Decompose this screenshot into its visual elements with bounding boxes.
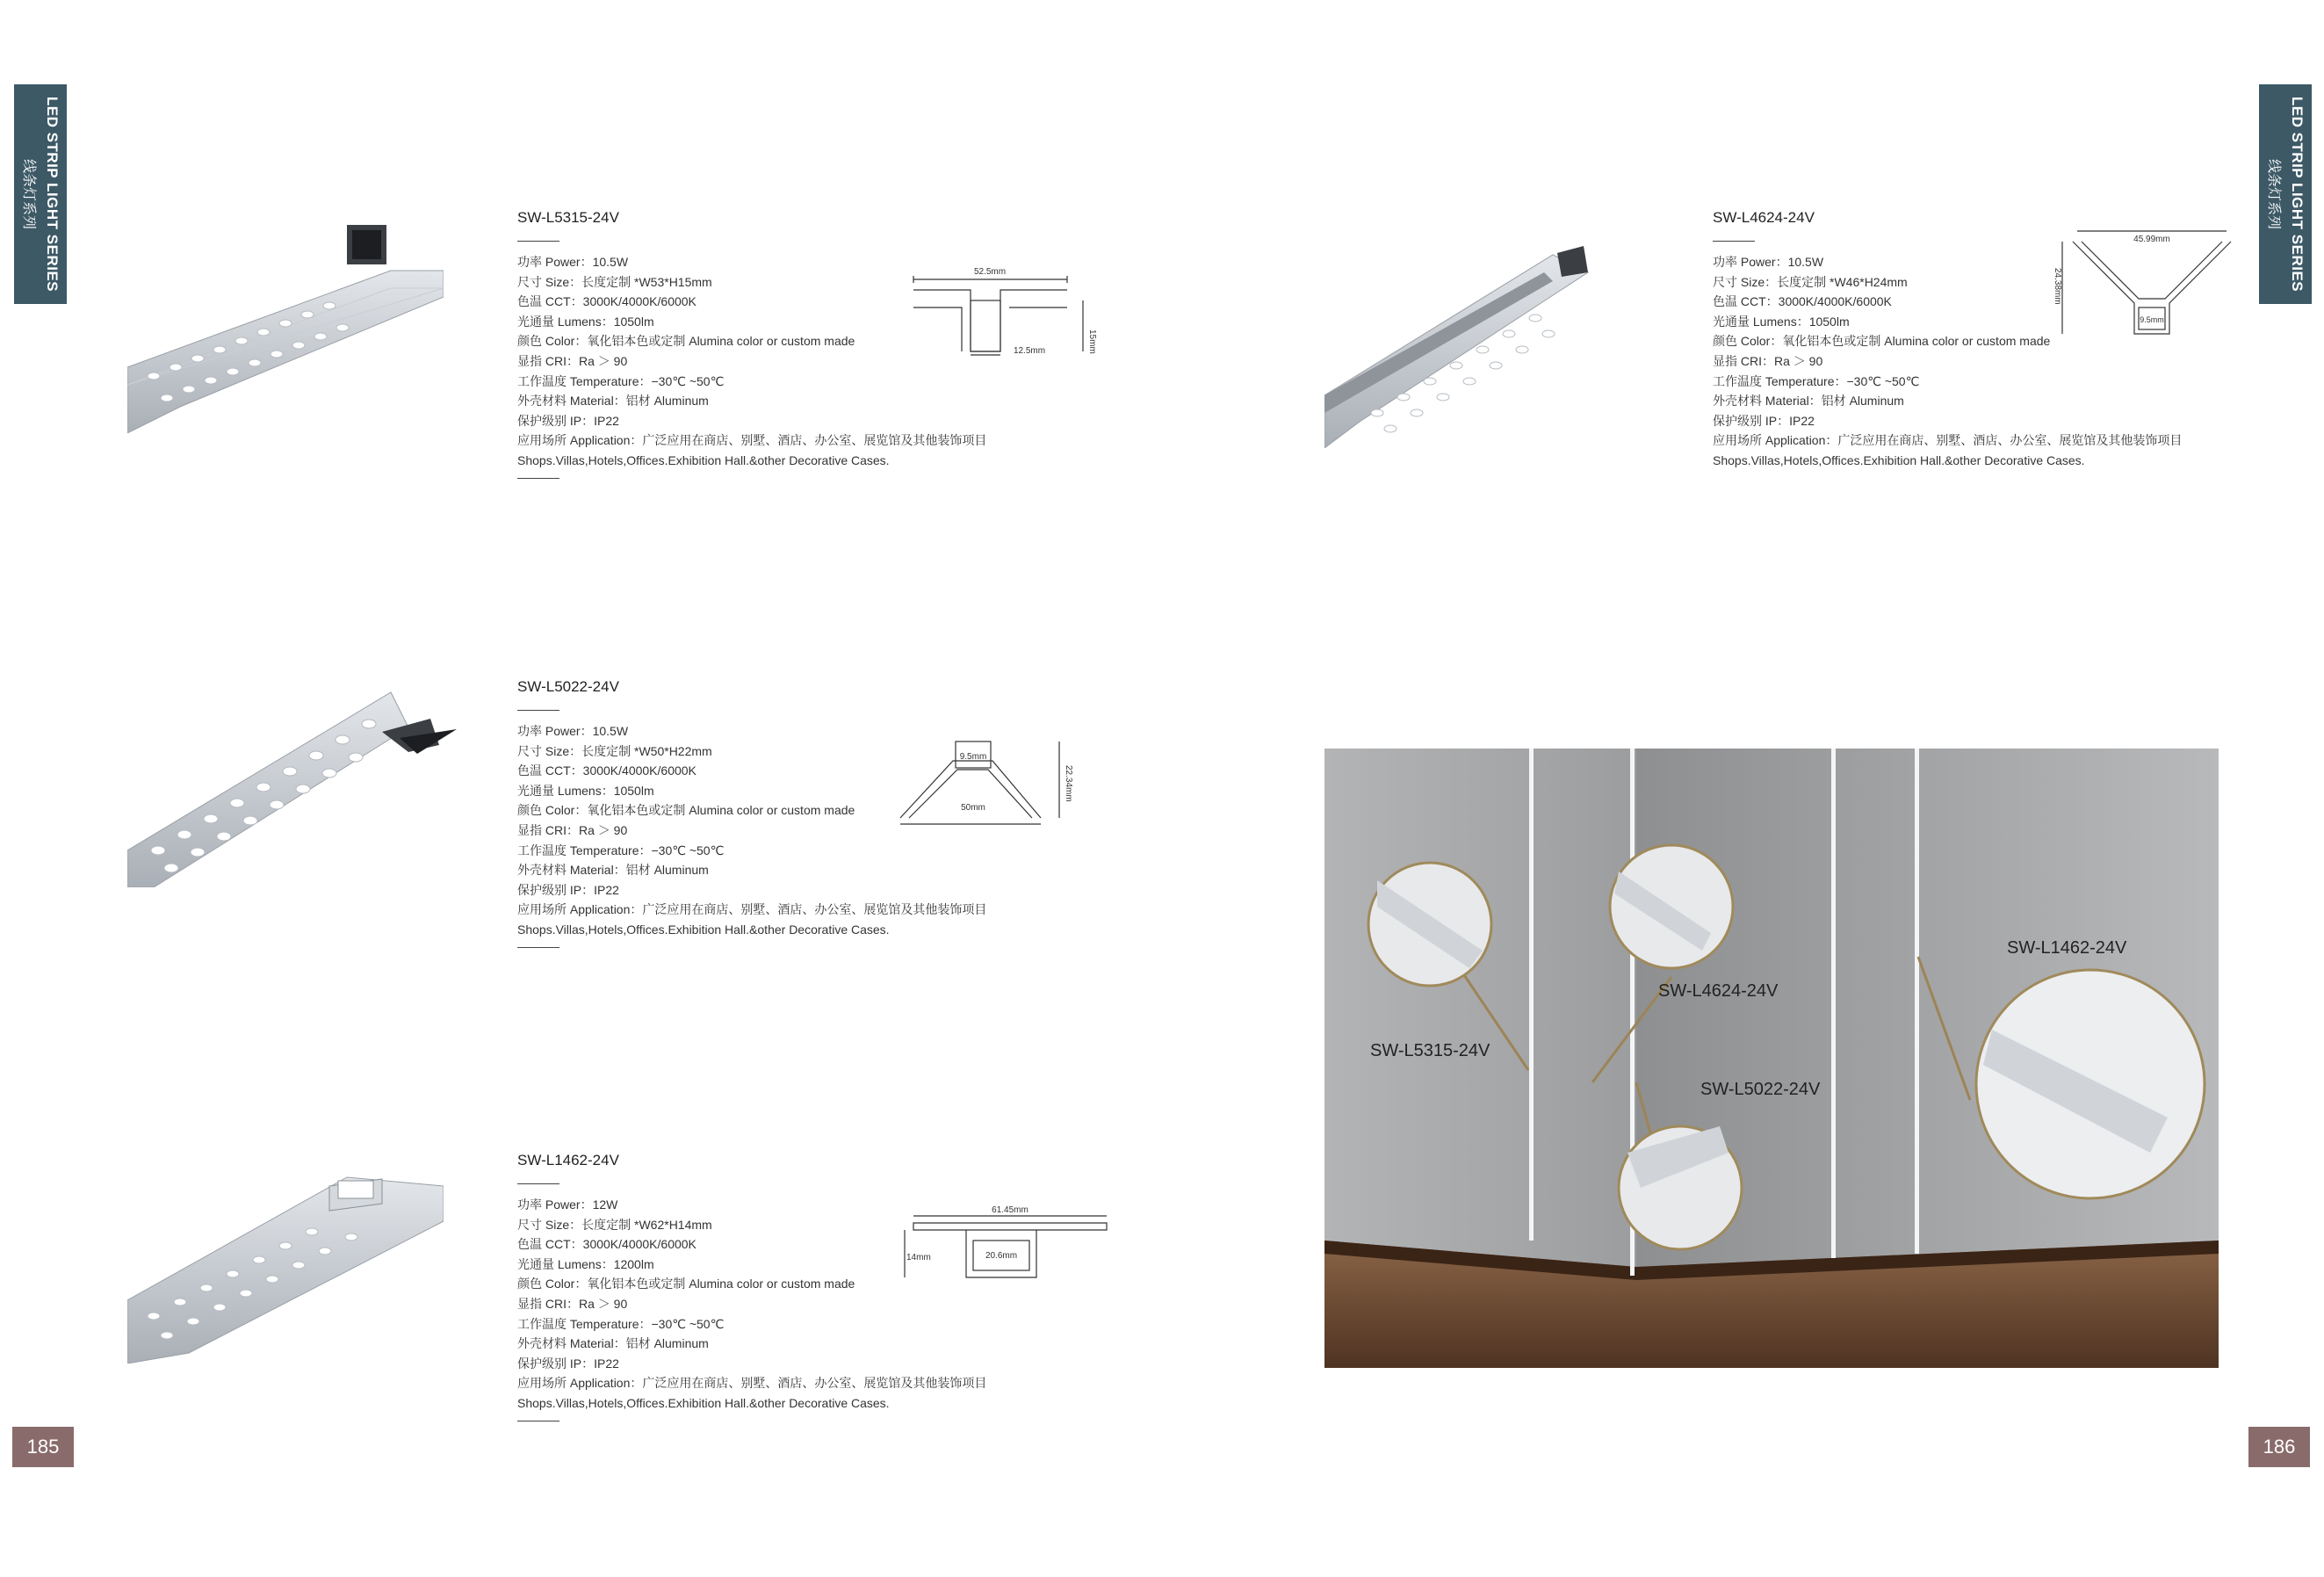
divider — [517, 710, 559, 711]
spec-application: 应用场所 Application：广泛应用在商店、别墅、酒店、办公室、展览馆及其他装饰项目 — [517, 902, 987, 917]
product-model: SW-L1462-24V — [517, 1152, 619, 1168]
spec-application: 应用场所 Application：广泛应用在商店、别墅、酒店、办公室、展览馆及其他装饰项目 — [1713, 433, 2183, 448]
product-spec-l1462 — [517, 1152, 1062, 1421]
product-model: SW-L5022-24V — [517, 678, 619, 695]
dimension-slot: 9.5mm — [2140, 315, 2164, 324]
scene-label-l5315: SW-L5315-24V — [1370, 1041, 1490, 1060]
dimension-width: 52.5mm — [973, 267, 1007, 277]
spec-application-en: Shops.Villas,Hotels,Offices.Exhibition Hall.&other Decorative Cases. — [517, 1395, 890, 1410]
scene-label-l5022: SW-L5022-24V — [1700, 1080, 1821, 1099]
page-number-left: 185 — [12, 1427, 74, 1467]
spec-application-en: Shops.Villas,Hotels,Offices.Exhibition Hall.&other Decorative Cases. — [517, 452, 890, 467]
spec-cri: 显指 CRI：Ra ＞ 90 — [517, 822, 628, 837]
spec-lumens: 光通量 Lumens：1050lm — [517, 783, 654, 798]
scene-label-l4624: SW-L4624-24V — [1658, 981, 1779, 1001]
dimension-height: 22.34mm — [1064, 765, 1073, 802]
spec-color: 颜色 Color：氧化铝本色或定制 Alumina color or custom made — [1713, 334, 2051, 349]
series-title-zh: 线条灯系列 — [21, 158, 36, 229]
spec-cct: 色温 CCT：3000K/4000K/6000K — [517, 294, 696, 309]
series-title-en: LED STRIP LIGHT SERIES — [44, 96, 61, 293]
dimension-width: 45.99mm — [2133, 235, 2170, 244]
dimension-drawing-l5022 — [896, 734, 1098, 831]
spec-ip: 保护级别 IP：IP22 — [1713, 413, 1815, 428]
spec-color: 颜色 Color：氧化铝本色或定制 Alumina color or custom made — [517, 1277, 855, 1291]
product-image-l5022 — [127, 684, 457, 887]
spec-ip: 保护级别 IP：IP22 — [517, 1356, 619, 1371]
spec-cct: 色温 CCT：3000K/4000K/6000K — [1713, 294, 1892, 309]
spec-lumens: 光通量 Lumens：1050lm — [1713, 314, 1850, 329]
spec-color: 颜色 Color：氧化铝本色或定制 Alumina color or custom made — [517, 803, 855, 818]
divider — [517, 1183, 559, 1184]
spec-power: 功率 Power：10.5W — [1713, 255, 1824, 269]
spec-cct: 色温 CCT：3000K/4000K/6000K — [517, 1237, 696, 1252]
series-side-tab-left — [14, 84, 67, 304]
spec-size: 尺寸 Size：长度定制 *W50*H22mm — [517, 743, 712, 758]
spec-ip: 保护级别 IP：IP22 — [517, 882, 619, 897]
spec-cri: 显指 CRI：Ra ＞ 90 — [517, 1296, 628, 1311]
dimension-height: 24.38mm — [2053, 268, 2062, 305]
spec-material: 外壳材料 Material：铝材 Aluminum — [1713, 394, 1904, 409]
spec-power: 功率 Power：10.5W — [517, 724, 629, 738]
detail-callout-l5315 — [1368, 863, 1491, 986]
spec-lumens: 光通量 Lumens：1200lm — [517, 1256, 654, 1271]
dimension-channel: 12.5mm — [1013, 346, 1046, 356]
spec-temperature: 工作温度 Temperature：−30℃ ~50℃ — [517, 373, 725, 388]
dimension-drawing-l1462 — [896, 1205, 1124, 1284]
spec-application: 应用场所 Application：广泛应用在商店、别墅、酒店、办公室、展览馆及其他装饰项目 — [517, 1376, 987, 1391]
series-title-zh: 线条灯系列 — [2266, 158, 2281, 229]
product-model: SW-L4624-24V — [1713, 209, 1815, 226]
spec-color: 颜色 Color：氧化铝本色或定制 Alumina color or custom made — [517, 334, 855, 349]
dimension-width: 50mm — [961, 803, 985, 813]
spec-cri: 显指 CRI：Ra ＞ 90 — [517, 353, 628, 368]
product-image-l1462 — [127, 1168, 444, 1364]
product-image-l5315 — [127, 218, 444, 433]
dimension-drawing-l4624 — [2046, 224, 2240, 338]
spec-material: 外壳材料 Material：铝材 Aluminum — [517, 1336, 709, 1351]
divider — [517, 241, 559, 242]
divider — [517, 947, 559, 948]
spec-application-en: Shops.Villas,Hotels,Offices.Exhibition Hall.&other Decorative Cases. — [517, 922, 890, 937]
detail-callout-l1462 — [1976, 970, 2205, 1198]
spec-lumens: 光通量 Lumens：1050lm — [517, 314, 654, 329]
dimension-height: 15mm — [1087, 329, 1097, 354]
spec-temperature: 工作温度 Temperature：−30℃ ~50℃ — [517, 843, 725, 857]
scene-label-l1462: SW-L1462-24V — [2007, 938, 2127, 958]
detail-callout-l4624 — [1610, 845, 1733, 968]
spec-size: 尺寸 Size：长度定制 *W62*H14mm — [517, 1217, 712, 1232]
spec-power: 功率 Power：10.5W — [517, 255, 629, 269]
spec-cct: 色温 CCT：3000K/4000K/6000K — [517, 763, 696, 778]
spec-power: 功率 Power：12W — [517, 1197, 618, 1212]
divider — [517, 478, 559, 479]
series-title-en: LED STRIP LIGHT SERIES — [2289, 96, 2306, 293]
dimension-drawing-l5315 — [909, 264, 1102, 360]
dimension-channel: 20.6mm — [985, 1251, 1018, 1261]
spec-cri: 显指 CRI：Ra ＞ 90 — [1713, 353, 1823, 368]
divider — [1713, 241, 1755, 242]
spec-application: 应用场所 Application：广泛应用在商店、别墅、酒店、办公室、展览馆及其他装饰项目 — [517, 433, 987, 448]
dimension-slot: 9.5mm — [959, 752, 987, 762]
application-scene — [1324, 749, 2219, 1368]
spec-temperature: 工作温度 Temperature：−30℃ ~50℃ — [517, 1316, 725, 1331]
detail-callout-l5022 — [1619, 1126, 1742, 1249]
spec-application-en: Shops.Villas,Hotels,Offices.Exhibition Hall.&other Decorative Cases. — [1713, 452, 2085, 467]
spec-material: 外壳材料 Material：铝材 Aluminum — [517, 863, 709, 878]
spec-ip: 保护级别 IP：IP22 — [517, 413, 619, 428]
spec-material: 外壳材料 Material：铝材 Aluminum — [517, 394, 709, 409]
spec-size: 尺寸 Size：长度定制 *W46*H24mm — [1713, 274, 1908, 289]
page-number-right: 186 — [2248, 1427, 2310, 1467]
product-model: SW-L5315-24V — [517, 209, 619, 226]
product-image-l4624 — [1324, 246, 1606, 448]
dimension-width: 61.45mm — [992, 1205, 1028, 1215]
dimension-height: 14mm — [906, 1253, 931, 1262]
spec-temperature: 工作温度 Temperature：−30℃ ~50℃ — [1713, 373, 1920, 388]
spec-size: 尺寸 Size：长度定制 *W53*H15mm — [517, 274, 712, 289]
series-side-tab-right — [2259, 84, 2312, 304]
